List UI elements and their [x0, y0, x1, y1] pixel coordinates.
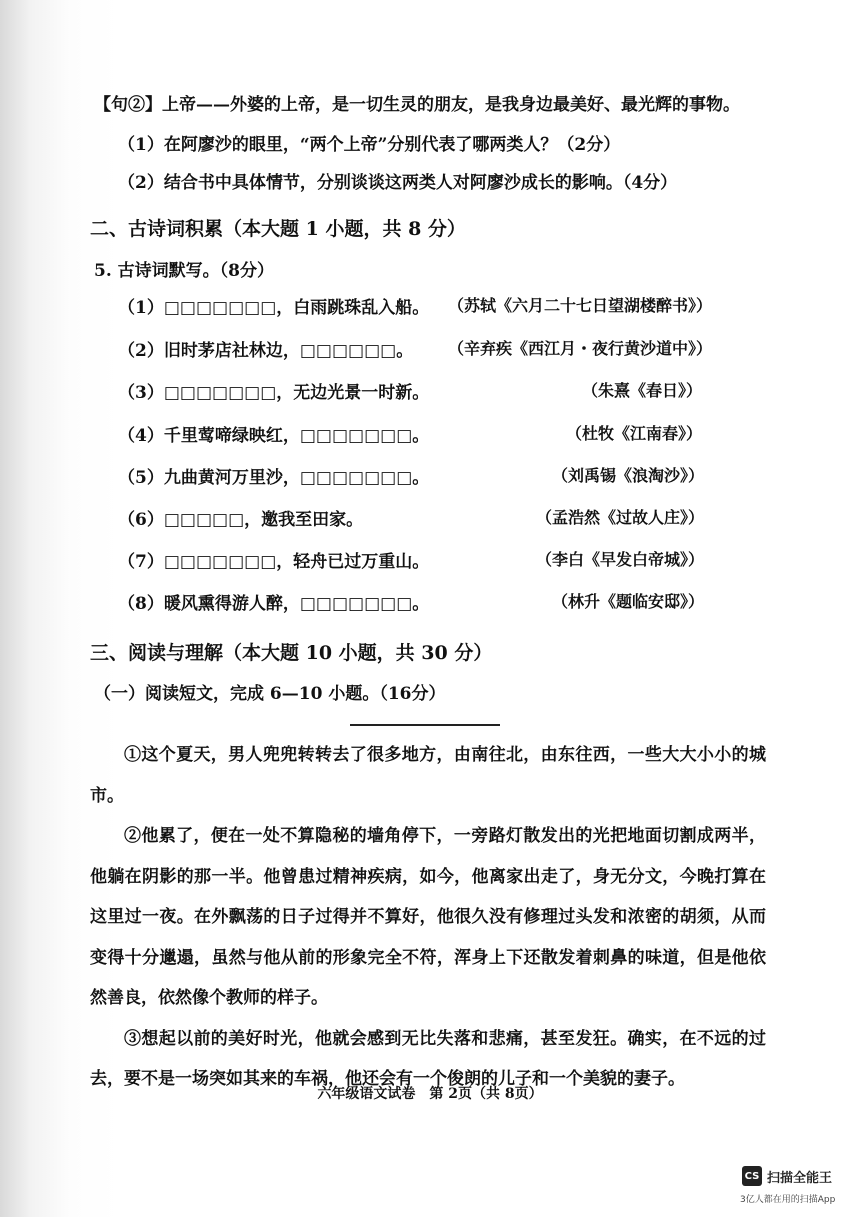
poem-item-2: （2）旧时茅店社林边，□□□□□□。: [118, 341, 414, 361]
poem-source-8: （林升《题临安邸》）: [552, 592, 705, 611]
poem-item-4: （4）千里莺啼绿映红，□□□□□□□。: [118, 426, 430, 446]
poem-source-4: （杜牧《江南春》）: [566, 424, 703, 443]
poem-source-6: （孟浩然《过故人庄》）: [536, 508, 705, 527]
cs-logo-icon: CS: [742, 1166, 762, 1186]
poem-source-5: （刘禹锡《浪淘沙》）: [552, 466, 705, 485]
poem-item-3: （3）□□□□□□□，无边光景一时新。: [118, 383, 430, 403]
passage-paragraph-1: ①这个夏天，男人兜兜转转去了很多地方，由南往北，由东往西，一些大大小小的城市。: [90, 745, 766, 806]
scanner-tagline: 3亿人都在用的扫描App: [740, 1195, 836, 1205]
section3-sub-heading: （一）阅读短文，完成 6—10 小题。（16分）: [94, 684, 446, 704]
scanner-app-name: 扫描全能王: [767, 1170, 833, 1186]
poem-item-8: （8）暖风熏得游人醉，□□□□□□□。: [118, 594, 430, 614]
poem-source-3: （朱熹《春日》）: [582, 381, 703, 400]
poem-item-5: （5）九曲黄河万里沙，□□□□□□□。: [118, 468, 430, 488]
poem-source-1: （苏轼《六月二十七日望湖楼醉书》）: [448, 296, 713, 315]
page-footer: 六年级语文试卷 第 2页（共 8页）: [317, 1086, 543, 1102]
reading-passage: [90, 735, 766, 1100]
q4-sub-question-2: （2）结合书中具体情节，分别谈谈这两类人对阿廖沙成长的影响。（4分）: [118, 173, 678, 193]
poem-item-6: （6）□□□□□，邀我至田家。: [118, 510, 364, 530]
title-underline: [350, 724, 500, 726]
passage-paragraph-2: ②他累了，便在一处不算隐秘的墙角停下，一旁路灯散发出的光把地面切割成两半，他躺在阴影的那一半。他曾患过精神疾病，如今，他离家出走了，身无分文，今晚打算在这里过一夜。在外飘荡的日子过得并不算好，他很久没有修理过头发和浓密的胡须，从而变得十分邋遢，虽然与他从前的形象完全不符，浑身上下还散发着刺鼻的味道，但是他依然善良，依然像个教师的样子。: [90, 826, 766, 1008]
scanner-watermark: [742, 1166, 832, 1186]
poem-source-2: （辛弃疾《西江月・夜行黄沙道中》）: [448, 339, 713, 358]
q4-sentence-2: 【句②】上帝——外婆的上帝，是一切生灵的朋友，是我身边最美好、最光辉的事物。: [94, 95, 740, 115]
q5-title: 5. 古诗词默写。（8分）: [94, 261, 274, 281]
q4-sub-question-1: （1）在阿廖沙的眼里，“两个上帝”分别代表了哪两类人？（2分）: [118, 135, 621, 155]
poem-item-1: （1）□□□□□□□，白雨跳珠乱入船。: [118, 298, 430, 318]
passage-paragraph-3: ③想起以前的美好时光，他就会感到无比失落和悲痛，甚至发狂。确实，在不远的过去，要不是一场突如其来的车祸，他还会有一个俊朗的儿子和一个美貌的妻子。: [90, 1028, 766, 1089]
section3-heading: 三、阅读与理解（本大题 10 小题，共 30 分）: [90, 642, 493, 664]
poem-source-7: （李白《早发白帝城》）: [536, 550, 705, 569]
poem-item-7: （7）□□□□□□□，轻舟已过万重山。: [118, 552, 430, 572]
section2-heading: 二、古诗词积累（本大题 1 小题，共 8 分）: [90, 218, 466, 240]
